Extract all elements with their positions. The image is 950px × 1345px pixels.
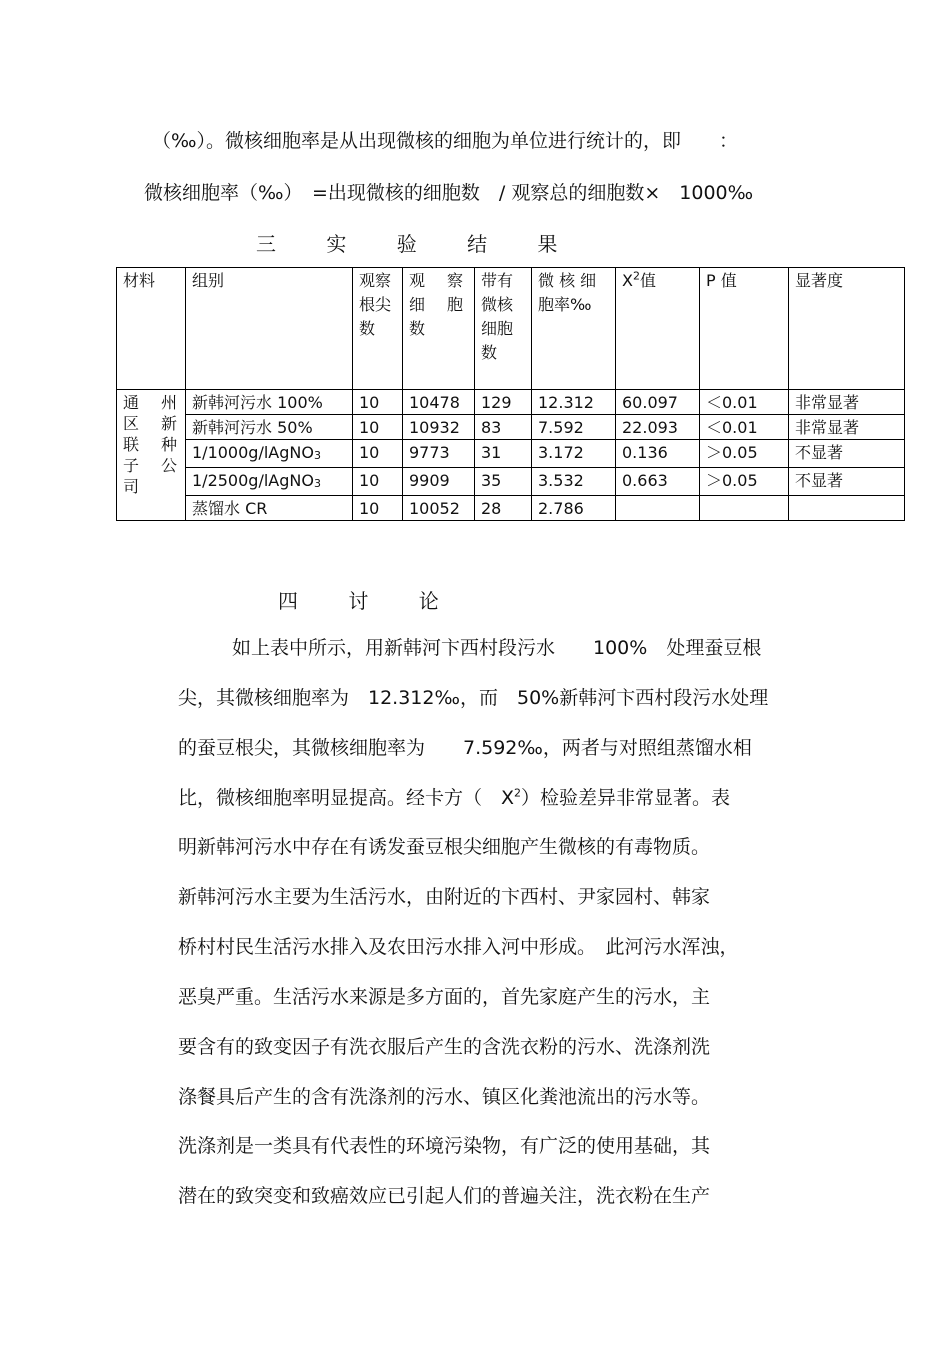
cell-mn: 35 (475, 468, 532, 496)
cell-mn: 129 (475, 390, 532, 415)
material-line: 子公 (123, 456, 179, 475)
discussion-chi-sup: 2 (514, 786, 522, 800)
cell-p: ＜0.01 (700, 415, 789, 440)
cell-rate: 7.592 (532, 415, 616, 440)
header-rate: 微 核 细 胞率‰ (532, 268, 616, 390)
header-p: P 值 (700, 268, 789, 390)
discussion-line-4-end: ）检验差异非常显著。表 (521, 787, 731, 809)
discussion-line: 要含有的致变因子有洗衣服后产生的含洗衣粉的污水、洗涤剂洗 (178, 1036, 711, 1058)
cell-chi: 60.097 (616, 390, 700, 415)
cell-group: 蒸馏水 CR (186, 496, 353, 521)
formula-line: 微核细胞率（‰） =出现微核的细胞数 / 观察总的细胞数× 1000‰ (144, 182, 754, 204)
material-line: 区新 (123, 414, 179, 433)
cell-group-text: 1/1000g/lAgNO (192, 443, 314, 462)
header-material: 材料 (117, 268, 186, 390)
cell-roots: 10 (353, 440, 403, 468)
material-line: 司 (123, 477, 142, 496)
table-row (117, 415, 905, 440)
header-chi-sup: 2 (632, 269, 640, 283)
header-cells-text: 观 察 细 胞 数 (409, 271, 463, 338)
header-cells (403, 268, 475, 390)
cell-group: 新韩河污水 100% (186, 390, 353, 415)
header-mn-cells: 带有微核细胞数 (475, 268, 532, 390)
cell-mn: 83 (475, 415, 532, 440)
cell-cells: 9773 (403, 440, 475, 468)
cell-group: 新韩河污水 50% (186, 415, 353, 440)
cell-cells: 10932 (403, 415, 475, 440)
cell-sig: 不显著 (789, 440, 905, 468)
discussion-line: 桥村村民生活污水排入及农田污水排入河中形成。 此河污水浑浊， (178, 936, 739, 958)
material-line: 通州 (123, 393, 179, 412)
cell-chi: 0.663 (616, 468, 700, 496)
results-table (116, 267, 905, 521)
cell-sig (789, 496, 905, 521)
cell-p: ＜0.01 (700, 390, 789, 415)
table-row (117, 390, 905, 415)
cell-roots: 10 (353, 496, 403, 521)
cell-cells: 10478 (403, 390, 475, 415)
discussion-line: 洗涤剂是一类具有代表性的环境污染物，有广泛的使用基础，其 (178, 1135, 711, 1157)
table-row (117, 468, 905, 496)
section-4-heading: 四 讨 论 (278, 589, 461, 613)
header-roots: 观察根尖数 (353, 268, 403, 390)
header-group: 组别 (186, 268, 353, 390)
cell-chi: 22.093 (616, 415, 700, 440)
cell-group-sub: 3 (313, 477, 321, 490)
table-header-row (117, 268, 905, 390)
discussion-line: 涤餐具后产生的含有洗涤剂的污水、镇区化粪池流出的污水等。 (178, 1086, 711, 1108)
cell-group-text: 1/2500g/lAgNO (192, 471, 314, 490)
cell-group (186, 440, 353, 468)
material-line: 联种 (123, 435, 179, 454)
cell-roots: 10 (353, 415, 403, 440)
discussion-line: 新韩河污水主要为生活污水，由附近的卞西村、尹家园村、韩家 (178, 886, 711, 908)
cell-rate: 3.532 (532, 468, 616, 496)
cell-rate: 3.172 (532, 440, 616, 468)
section-3-heading: 三 实 验 结 果 (256, 232, 580, 256)
cell-rate: 2.786 (532, 496, 616, 521)
cell-p: ＞0.05 (700, 468, 789, 496)
cell-roots: 10 (353, 468, 403, 496)
cell-chi: 0.136 (616, 440, 700, 468)
cell-group (186, 468, 353, 496)
discussion-line-4-start: 比，微核细胞率明显提高。经卡方（ X (178, 787, 515, 809)
cell-cells: 10052 (403, 496, 475, 521)
intro-line: （‰）。微核细胞率是从出现微核的细胞为单位进行统计的，即 ： (152, 130, 738, 152)
cell-mn: 31 (475, 440, 532, 468)
discussion-line: 如上表中所示，用新韩河卞西村段污水 100% 处理蚕豆根 (232, 637, 762, 659)
cell-p (700, 496, 789, 521)
cell-chi (616, 496, 700, 521)
cell-sig: 不显著 (789, 468, 905, 496)
cell-group-sub: 3 (313, 449, 321, 462)
cell-roots: 10 (353, 390, 403, 415)
material-cell (117, 390, 186, 521)
header-sig: 显著度 (789, 268, 905, 390)
header-chi-suffix: 值 (639, 271, 656, 290)
discussion-line: 明新韩河污水中存在有诱发蚕豆根尖细胞产生微核的有毒物质。 (178, 836, 711, 858)
cell-mn: 28 (475, 496, 532, 521)
table-row (117, 440, 905, 468)
discussion-line: 尖，其微核细胞率为 12.312‰，而 50%新韩河卞西村段污水处理 (178, 687, 769, 709)
cell-sig: 非常显著 (789, 415, 905, 440)
cell-sig: 非常显著 (789, 390, 905, 415)
discussion-line: 的蚕豆根尖，其微核细胞率为 7.592‰，两者与对照组蒸馏水相 (178, 737, 752, 759)
cell-cells: 9909 (403, 468, 475, 496)
cell-p: ＞0.05 (700, 440, 789, 468)
discussion-line: 恶臭严重。生活污水来源是多方面的，首先家庭产生的污水，主 (178, 986, 711, 1008)
discussion-line: 潜在的致突变和致癌效应已引起人们的普遍关注，洗衣粉在生产 (178, 1185, 711, 1207)
cell-rate: 12.312 (532, 390, 616, 415)
header-chi-x: X (622, 271, 633, 290)
discussion-line (178, 785, 730, 811)
header-chi (616, 268, 700, 390)
table-row (117, 496, 905, 521)
